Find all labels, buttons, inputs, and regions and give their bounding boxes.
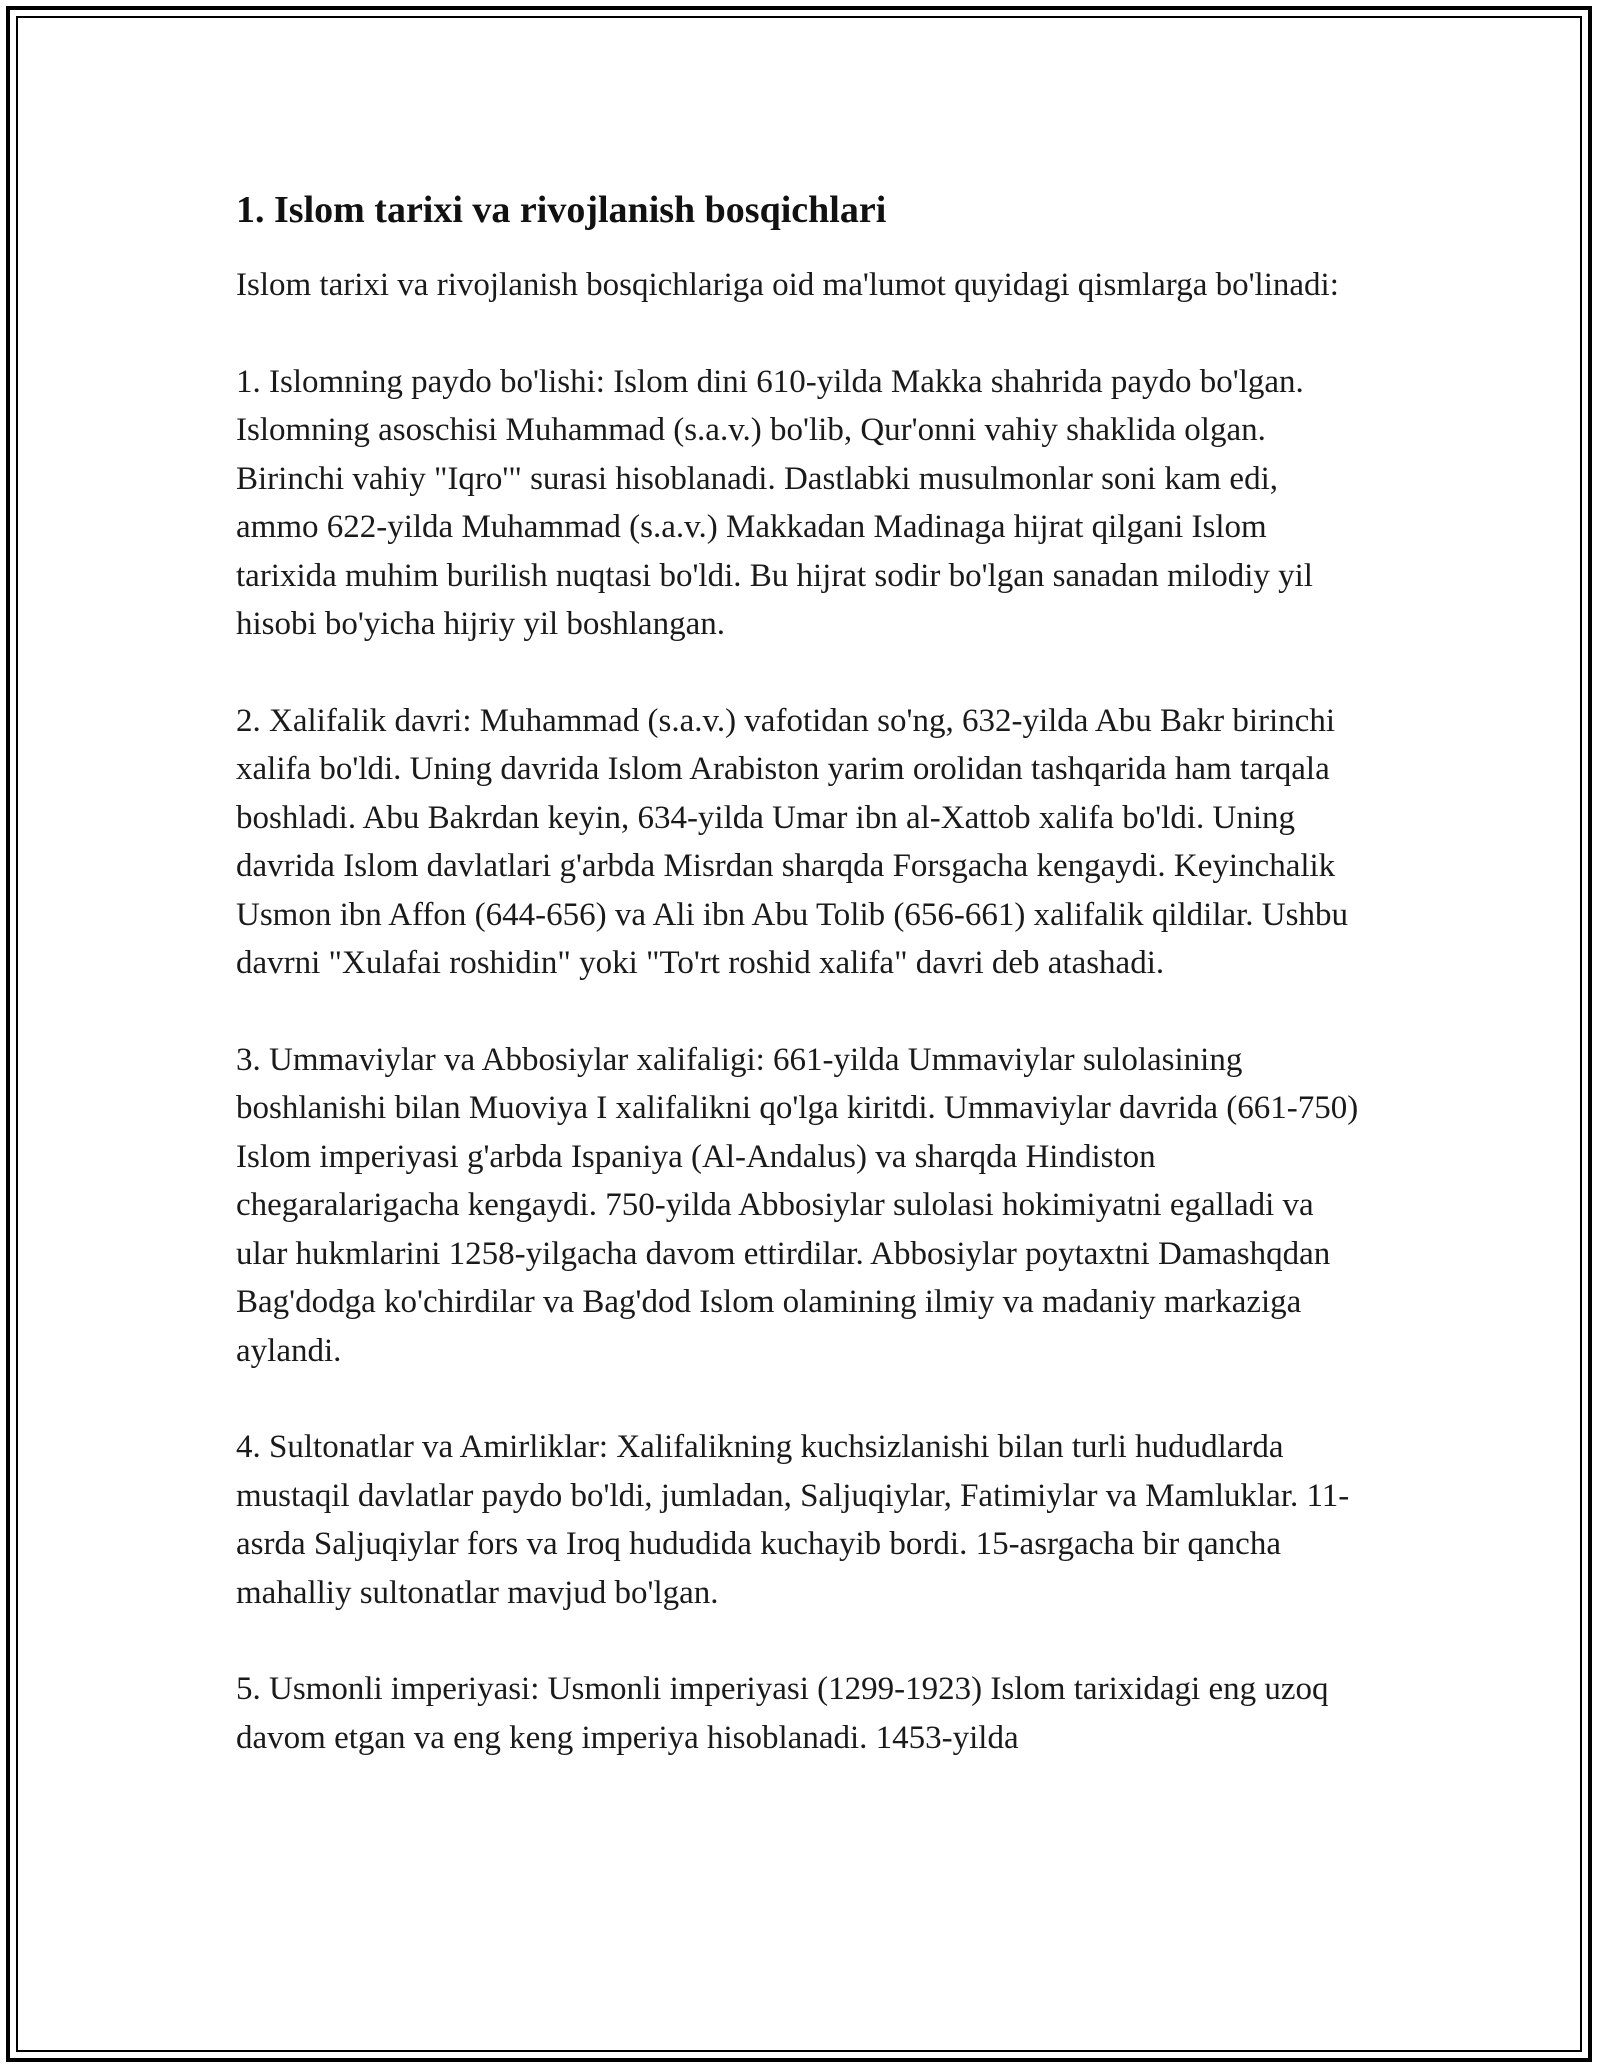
paragraph-sultanates: 4. Sultonatlar va Amirliklar: Xalifalikning kuchsizlanishi bilan turli hududlarda mustaqil davlatlar paydo bo'ldi, jumladan, Saljuqiylar, Fatimiylar va Mamluklar. 11-asrda Saljuqiylar fors va Iroq hududida kuchayib bordi. 15-asrgacha bir qancha mahalliy sultonatlar mavjud bo'lgan.	[236, 1429, 1350, 1611]
paragraph-islam-origin: 1. Islomning paydo bo'lishi: Islom dini 610-yilda Makka shahrida paydo bo'lgan. Islomning asoschisi Muhammad (s.a.v.) bo'lib, Qur'onni vahiy shaklida olgan. Birinchi vahiy "Iqro'" surasi hisoblanadi. Dastlabki musulmonlar soni kam edi, ammo 622-yilda Muhammad (s.a.v.) Makkadan Madinaga hijrat qilgani Islom tarixida muhim burilish nuqtasi bo'ldi. Bu hijrat sodir bo'lgan sanadan milodiy yil hisobi bo'yicha hijriy yil boshlangan.	[236, 363, 1313, 642]
intro-paragraph: Islom tarixi va rivojlanish bosqichlariga oid ma'lumot quyidagi qismlarga bo'linadi:	[236, 267, 1339, 303]
document-body	[236, 185, 1366, 1810]
paragraph-umayyad-abbasid: 3. Ummaviylar va Abbosiylar xalifaligi: 661-yilda Ummaviylar sulolasining boshlanishi bilan Muoviya I xalifalikni qo'lga kiritdi. Ummaviylar davrida (661-750) Islom imperiyasi g'arbda Ispaniya (Al-Andalus) va sharqda Hindiston chegaralarigacha kengaydi. 750-yilda Abbosiylar sulolasi hokimiyatni egalladi va ular hukmlarini 1258-yilgacha davom ettirdilar. Abbosiylar poytaxtni Damashqdan Bag'dodga ko'chirdilar va Bag'dod Islom olamining ilmiy va madaniy markaziga aylandi.	[236, 1041, 1359, 1369]
paragraph-ottoman: 5. Usmonli imperiyasi: Usmonli imperiyasi (1299-1923) Islom tarixidagi eng uzoq davom etgan va eng keng imperiya hisoblanadi. 1453-yilda	[236, 1671, 1329, 1756]
paragraph-caliphate: 2. Xalifalik davri: Muhammad (s.a.v.) vafotidan so'ng, 632-yilda Abu Bakr birinchi xalifa bo'ldi. Uning davrida Islom Arabiston yarim orolidan tashqarida ham tarqala boshladi. Abu Bakrdan keyin, 634-yilda Umar ibn al-Xattob xalifa bo'ldi. Uning davrida Islom davlatlari g'arbda Misrdan sharqda Forsgacha kengaydi. Keyinchalik Usmon ibn Affon (644-656) va Ali ibn Abu Tolib (656-661) xalifalik qildilar. Ushbu davrni "Xulafai roshidin" yoki "To'rt roshid xalifa" davri deb atashadi.	[236, 702, 1348, 981]
section-heading: 1. Islom tarixi va rivojlanish bosqichlari	[236, 189, 887, 231]
